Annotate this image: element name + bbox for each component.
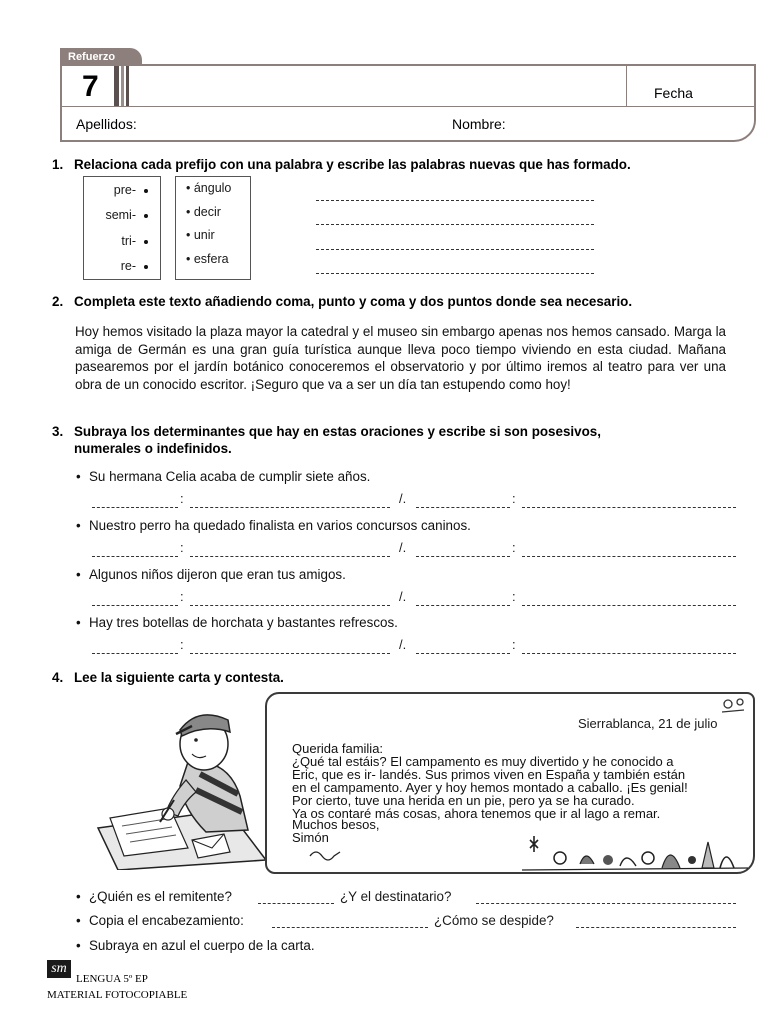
sentence-item: • Hay tres botellas de horchata y bastantes refrescos.	[76, 615, 398, 630]
prefix-item: re-	[120, 259, 136, 273]
refuerzo-tab: Refuerzo	[60, 48, 142, 66]
colon: :	[512, 540, 516, 555]
question-item: • ¿Quién es el remitente?	[76, 889, 232, 904]
answer-line[interactable]	[576, 927, 736, 928]
match-dot[interactable]	[144, 240, 148, 244]
colon: :	[512, 589, 516, 604]
match-dot[interactable]	[144, 189, 148, 193]
answer-line[interactable]	[416, 556, 510, 557]
colon: :	[512, 491, 516, 506]
answer-line[interactable]	[522, 653, 736, 654]
prefix-item: semi-	[105, 208, 136, 222]
prefix-box	[83, 176, 161, 280]
letter-line: en el campamento. Ayer y hoy hemos montado a caballo. ¡Es genial!	[292, 780, 688, 795]
flower-doodle-icon	[718, 694, 748, 716]
boy-writing-illustration	[88, 700, 268, 870]
word-item: • unir	[186, 228, 215, 242]
prefix-item: pre-	[113, 183, 136, 197]
exercise-4-prompt: 4. Lee la siguiente carta y contesta.	[52, 670, 284, 685]
letter-line: Muchos besos,	[292, 817, 380, 832]
header-divider	[626, 66, 627, 106]
apellidos-label: Apellidos:	[76, 116, 137, 132]
word-item: • ángulo	[186, 181, 232, 195]
unit-number: 7	[82, 70, 99, 103]
footer-subject: LENGUA 5º EP	[76, 973, 148, 985]
sentence-item: • Su hermana Celia acaba de cumplir siete años.	[76, 469, 371, 484]
match-dot[interactable]	[144, 265, 148, 269]
nombre-label: Nombre:	[452, 116, 506, 132]
answer-line[interactable]	[416, 653, 510, 654]
colon: :	[180, 589, 184, 604]
question-text: ¿Y el destinatario?	[340, 889, 452, 904]
letter-line: Simón	[292, 830, 329, 845]
footer-material: MATERIAL FOTOCOPIABLE	[47, 989, 188, 1001]
separator: /.	[399, 637, 407, 652]
separator: /.	[399, 540, 407, 555]
letter-line: Querida familia:	[292, 741, 384, 756]
exercise-3-prompt: 3. Subraya los determinantes que hay en estas oraciones y escribe si son posesivos,	[52, 424, 601, 439]
letter-line: Ya os contaré más cosas, ahora tenemos que ir al lago a remar.	[292, 806, 661, 821]
answer-line[interactable]	[316, 224, 594, 225]
sentence-item: • Algunos niños dijeron que eran tus amigos.	[76, 567, 346, 582]
publisher-logo: sm	[47, 960, 71, 978]
answer-line[interactable]	[92, 507, 178, 508]
letter-line: Eric, que es ir- landés. Sus primos viven en España y también están	[292, 767, 686, 782]
separator: /.	[399, 589, 407, 604]
separator: /.	[399, 491, 407, 506]
header-stripe	[114, 66, 119, 106]
exercise-2-prompt: 2. Completa este texto añadiendo coma, punto y coma y dos puntos donde sea necesario.	[52, 294, 633, 309]
header-box	[60, 64, 756, 142]
exercise-3-prompt-cont: numerales o indefinidos.	[74, 441, 232, 456]
header-row-divider	[62, 106, 754, 107]
answer-line[interactable]	[92, 653, 178, 654]
header-stripe	[121, 66, 124, 106]
prefix-item: tri-	[121, 234, 136, 248]
colon: :	[512, 637, 516, 652]
answer-line[interactable]	[92, 605, 178, 606]
fecha-label: Fecha	[654, 85, 693, 101]
answer-line[interactable]	[316, 249, 594, 250]
colon: :	[180, 491, 184, 506]
question-item: • Copia el encabezamiento:	[76, 913, 244, 928]
answer-line[interactable]	[92, 556, 178, 557]
letter-decoration	[520, 828, 750, 872]
colon: :	[180, 637, 184, 652]
letter-line: Por cierto, tuve una herida en un pie, pero ya se ha curado.	[292, 793, 635, 808]
answer-line[interactable]	[190, 507, 390, 508]
answer-line[interactable]	[522, 556, 736, 557]
words-box	[175, 176, 251, 280]
answer-line[interactable]	[190, 556, 390, 557]
answer-line[interactable]	[476, 903, 736, 904]
sentence-item: • Nuestro perro ha quedado finalista en varios concursos caninos.	[76, 518, 471, 533]
answer-line[interactable]	[316, 273, 594, 274]
signature-squiggle	[308, 846, 342, 864]
header-stripe	[126, 66, 129, 106]
word-item: • esfera	[186, 252, 229, 266]
question-item: • Subraya en azul el cuerpo de la carta.	[76, 938, 315, 953]
exercise-1-prompt: 1. Relaciona cada prefijo con una palabra y escribe las palabras nuevas que has formado.	[52, 157, 631, 172]
answer-line[interactable]	[522, 507, 736, 508]
letter-line: ¿Qué tal estáis? El campamento es muy divertido y he conocido a	[292, 754, 674, 769]
answer-line[interactable]	[416, 605, 510, 606]
answer-line[interactable]	[190, 653, 390, 654]
answer-line[interactable]	[258, 903, 334, 904]
colon: :	[180, 540, 184, 555]
answer-line[interactable]	[316, 200, 594, 201]
match-dot[interactable]	[144, 214, 148, 218]
answer-line[interactable]	[190, 605, 390, 606]
question-text: ¿Cómo se despide?	[434, 913, 554, 928]
exercise-2-text: Hoy hemos visitado la plaza mayor la catedral y el museo sin embargo apenas nos hemos cansado. Marga la amiga de Germán es una gran guía turística aunque lleva poco tiempo viviendo en esta ciudad. Mañana pasearemos por el jardín botánico conoceremos el observatorio y por último iremos al teatro para ver una obra de un conocido escritor. ¡Seguro que va a ser un día tan estupendo como hoy!	[75, 324, 726, 392]
word-item: • decir	[186, 205, 221, 219]
answer-line[interactable]	[416, 507, 510, 508]
answer-line[interactable]	[272, 927, 428, 928]
letter-place-date: Sierrablanca, 21 de julio	[578, 716, 718, 731]
answer-line[interactable]	[522, 605, 736, 606]
